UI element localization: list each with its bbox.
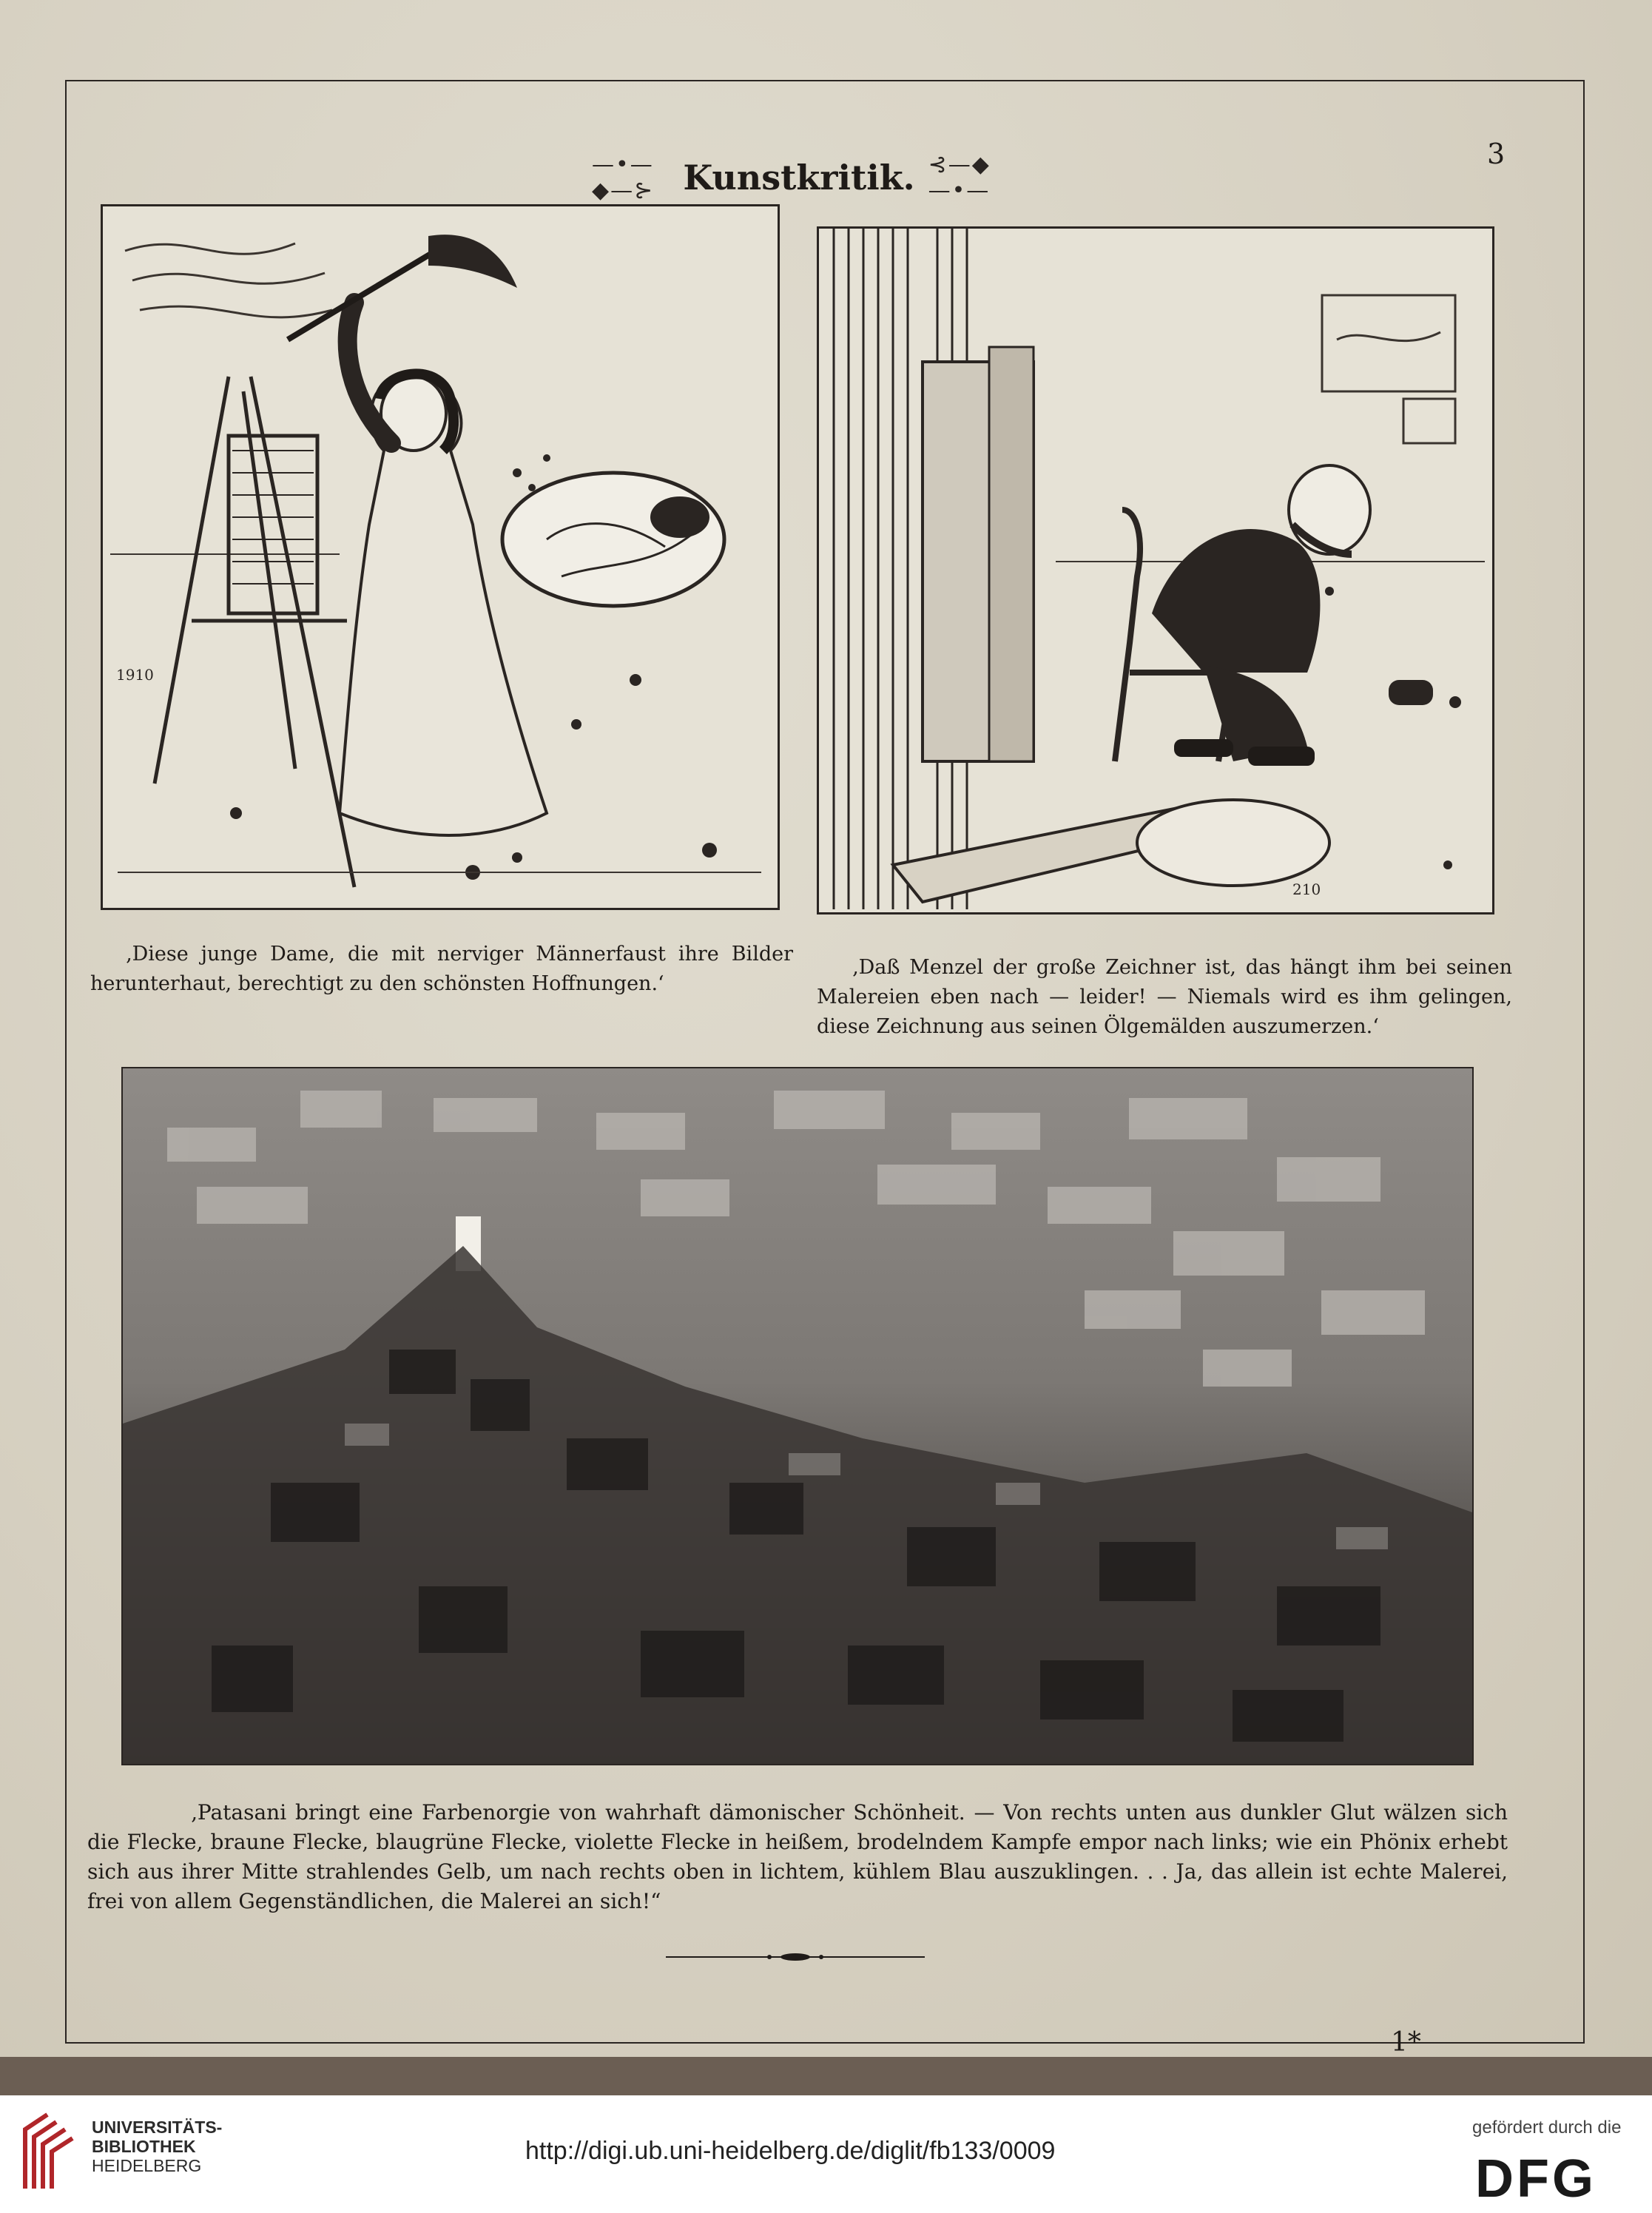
page-title: Kunstkritik. [683,158,915,198]
header-ornament-left: —•—◆—⊱ [592,152,655,203]
printer-signature-mark: 1* [1391,2027,1421,2058]
page-number: 3 [1487,138,1506,170]
cartoon-left-illustration [101,204,780,910]
library-name: UNIVERSITÄTS- BIBLIOTHEK HEIDELBERG [92,2118,223,2175]
permalink-url[interactable]: http://digi.ub.uni-heidelberg.de/diglit/fb133/0009 [525,2137,1056,2165]
closing-ornament-rule [666,1950,925,1959]
caption-bottom: ‚Patasani bringt eine Farbenorgie von wahrhaft dämonischer Schönheit. — Von rechts unten aus dunkler Glut wälzen sich die Flecke, braune Flecke, blaugrüne Flecke, violette Flecke in heißem, brodelndem Kampfe empor nach links; wie ein Phönix erhebt sich aus ihrer Mitte strahlendes Gelb, um nach rechts oben in lichtem, kühlem Blau auszuklingen. . . Ja, das allein ist echte Malerei, frei von allem Gegenständlichen, die Malerei an sich!“ [87,1800,1508,1913]
page-header [592,152,1006,203]
left-cartoon-signature: 1910 [116,666,154,684]
caption-left: ‚Diese junge Dame, die mit nerviger Männerfaust ihre Bilder herunterhaut, berechtigt zu den schönsten Hoffnungen.‘ [90,943,793,995]
dfg-logo: DFG [1475,2149,1597,2209]
right-cartoon-signature: 210 [1292,880,1321,898]
abstract-painting-illustration [121,1067,1474,1765]
digitization-footer [0,2095,1652,2213]
caption-right: ‚Daß Menzel der große Zeichner ist, das hängt ihm bei seinen Malereien eben nach — leider! — Niemals wird es ihm gelingen, diese Zeichnung aus seinen Ölgemälden auszumerzen.‘ [817,956,1512,1038]
funding-label: gefördert durch die [1472,2118,1622,2138]
header-ornament-right: ⊰—◆—•— [928,152,991,203]
library-logo-icon [18,2107,77,2196]
cartoon-right-illustration [817,226,1494,914]
